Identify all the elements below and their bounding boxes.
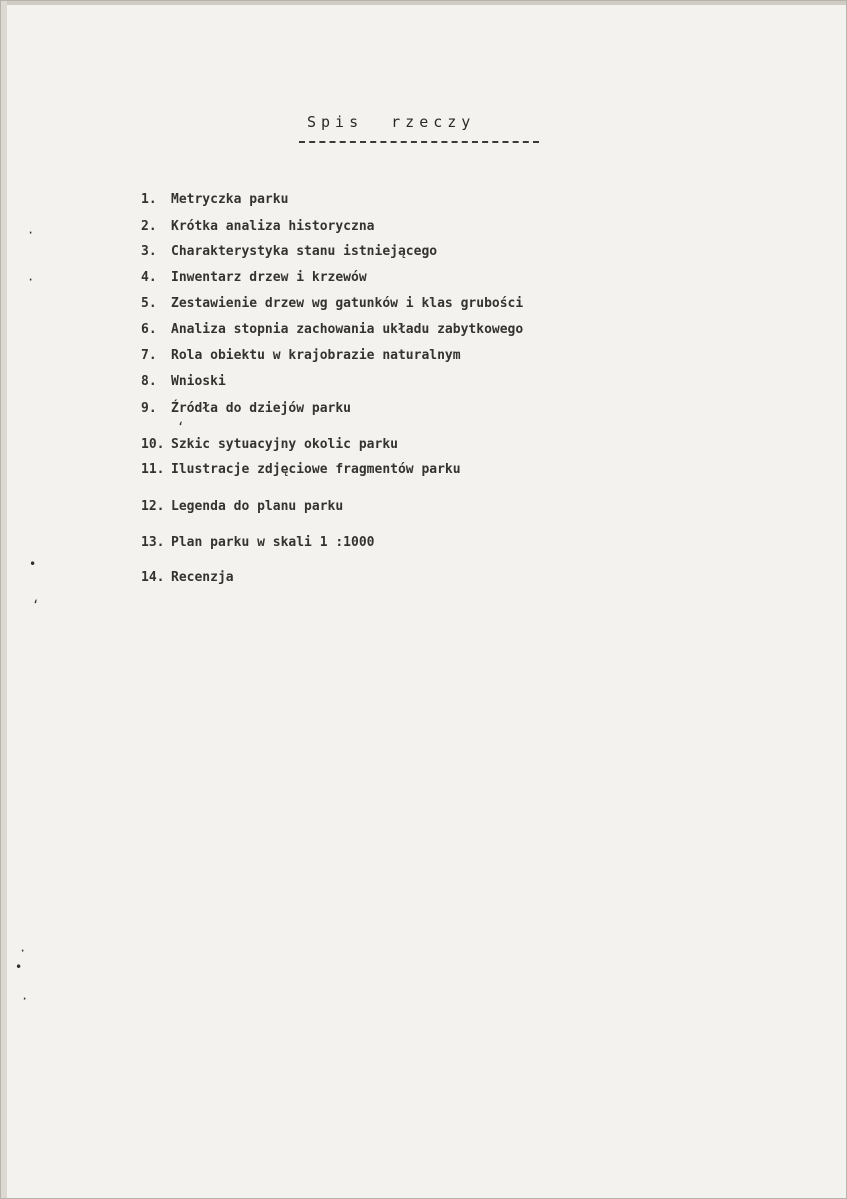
toc-item-number: 12. bbox=[141, 499, 165, 514]
toc-item-text: Plan parku w skali 1 :1000 bbox=[171, 535, 375, 550]
margin-speck: · bbox=[27, 273, 35, 287]
margin-speck: · bbox=[27, 226, 35, 240]
margin-speck: • bbox=[15, 960, 23, 974]
toc-item-text: Zestawienie drzew wg gatunków i klas grubości bbox=[171, 296, 524, 311]
toc-item bbox=[141, 570, 234, 585]
toc-item-number: 11. bbox=[141, 462, 165, 477]
toc-item-number: 14. bbox=[141, 570, 165, 585]
toc-item-text: Szkic sytuacyjny okolic parku bbox=[171, 437, 398, 452]
toc-item-text: Wnioski bbox=[171, 374, 226, 389]
toc-item bbox=[141, 270, 367, 285]
toc-item-number: 8. bbox=[141, 374, 157, 389]
toc-item-number: 3. bbox=[141, 244, 157, 259]
toc-item-number: 1. bbox=[141, 192, 157, 207]
toc-item-number: 13. bbox=[141, 535, 165, 550]
toc-item-number: 10. bbox=[141, 437, 165, 452]
toc-item-text: Źródła do dziejów parku bbox=[171, 401, 352, 416]
toc-item-text: Analiza stopnia zachowania układu zabytkowego bbox=[171, 322, 524, 337]
margin-speck: · bbox=[21, 992, 29, 1006]
toc-item-number: 9. bbox=[141, 401, 157, 416]
toc-item bbox=[141, 322, 523, 337]
toc-item-text: Metryczka parku bbox=[171, 192, 289, 207]
toc-item bbox=[141, 401, 351, 416]
margin-speck: ‘ bbox=[32, 598, 40, 612]
paper-edge-top bbox=[1, 1, 846, 5]
toc-item bbox=[141, 192, 288, 207]
toc-item-number: 2. bbox=[141, 219, 157, 234]
toc-item bbox=[141, 437, 398, 452]
toc-item-text: Charakterystyka stanu istniejącego bbox=[171, 244, 438, 259]
margin-speck: • bbox=[29, 557, 37, 571]
toc-item-number: 5. bbox=[141, 296, 157, 311]
toc-item-number: 6. bbox=[141, 322, 157, 337]
toc-item bbox=[141, 219, 375, 234]
toc-item-number: 4. bbox=[141, 270, 157, 285]
toc-item-number: 7. bbox=[141, 348, 157, 363]
toc-item-text: Recenzja bbox=[171, 570, 234, 585]
toc-item-text: Inwentarz drzew i krzewów bbox=[171, 270, 367, 285]
toc-item bbox=[141, 535, 375, 550]
toc-item bbox=[141, 244, 437, 259]
page-title: Spis rzeczy bbox=[307, 113, 476, 131]
accent-speck: ‘ bbox=[177, 420, 185, 434]
toc-item-text: Krótka analiza historyczna bbox=[171, 219, 375, 234]
toc-item bbox=[141, 374, 226, 389]
toc-item bbox=[141, 296, 523, 311]
toc-item bbox=[141, 499, 343, 514]
margin-speck: · bbox=[19, 944, 27, 958]
paper-edge-left bbox=[1, 1, 7, 1198]
title-underline bbox=[299, 141, 539, 143]
toc-item-text: Legenda do planu parku bbox=[171, 499, 344, 514]
toc-item bbox=[141, 348, 461, 363]
toc-item-text: Ilustracje zdjęciowe fragmentów parku bbox=[171, 462, 461, 477]
toc-item bbox=[141, 462, 461, 477]
toc-item-text: Rola obiektu w krajobrazie naturalnym bbox=[171, 348, 461, 363]
